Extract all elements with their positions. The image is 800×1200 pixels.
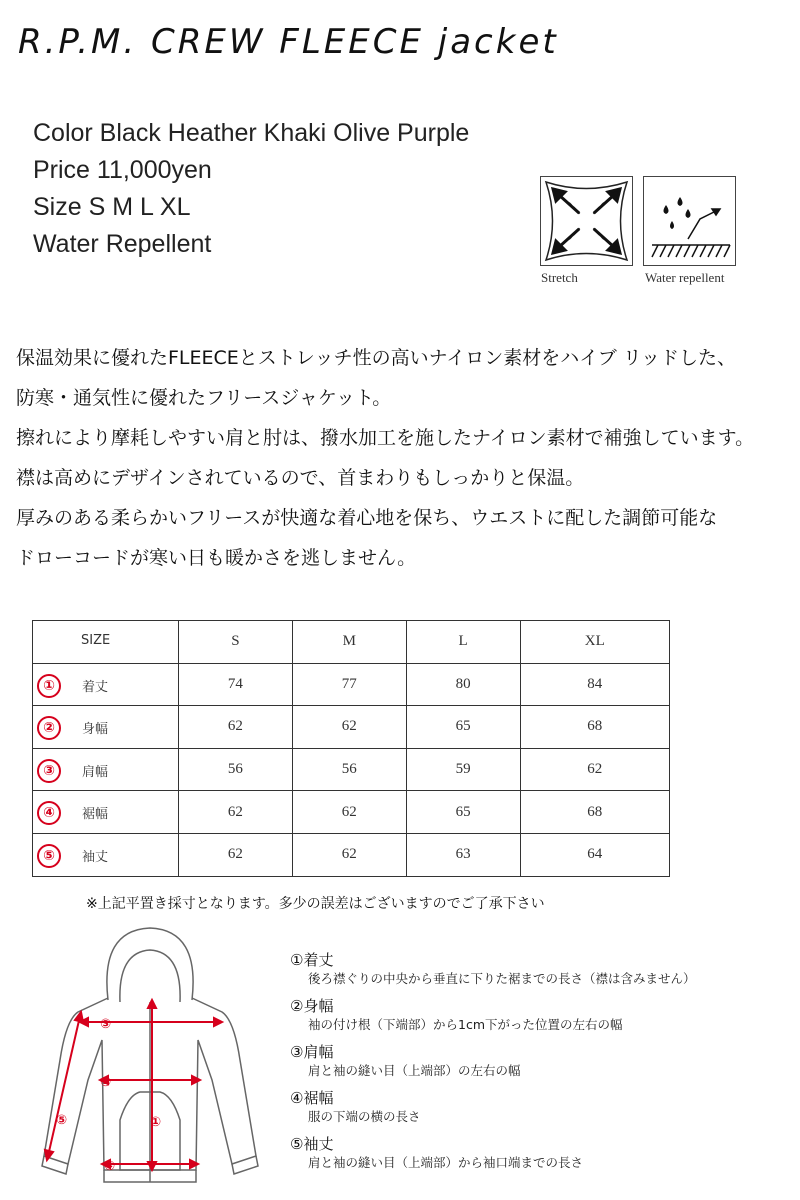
table-cell: 62: [292, 791, 406, 834]
measurement-legend: [290, 950, 696, 1180]
jacket-diagram: [30, 920, 280, 1195]
row-label: 身幅: [82, 722, 109, 738]
legend-text: 後ろ襟ぐりの中央から垂直に下りた裾までの長さ（襟は含みません）: [308, 971, 696, 986]
description-line: 防寒・通気性に優れたフリースジャケット。: [16, 387, 392, 409]
product-description: [16, 338, 796, 578]
marker-1: ①: [37, 674, 61, 698]
row-label: 裾幅: [82, 807, 109, 823]
spec-price: Price 11,000yen: [33, 156, 212, 184]
spec-size: Size S M L XL: [33, 193, 191, 221]
description-line: ドローコードが寒い日も暖かさを逃しません。: [16, 547, 417, 569]
legend-item: [290, 1088, 696, 1126]
legend-heading: ④裾幅: [290, 1089, 334, 1107]
diagram-marker-1: ①: [150, 1115, 162, 1130]
row-label: 肩幅: [82, 764, 109, 780]
table-row: [33, 706, 670, 749]
diagram-marker-4: ④: [104, 1159, 116, 1174]
table-cell: 64: [520, 833, 669, 876]
measurement-note: ※上記平置き採寸となります。多少の誤差はございますのでご了承下さい: [86, 896, 545, 912]
spec-feature: Water Repellent: [33, 230, 212, 258]
size-column-header: M: [292, 621, 406, 664]
description-line: 襟は高めにデザインされているので、首まわりもしっかりと保温。: [16, 467, 585, 489]
row-label: 着丈: [82, 679, 109, 695]
table-cell: 62: [520, 748, 669, 791]
size-column-header: S: [179, 621, 293, 664]
legend-text: 肩と袖の縫い目（上端部）の左右の幅: [308, 1063, 521, 1078]
legend-text: 肩と袖の縫い目（上端部）から袖口端までの長さ: [308, 1155, 584, 1170]
table-row: [33, 791, 670, 834]
size-table: [32, 620, 670, 877]
product-title: R.P.M. CREW FLEECE jacket: [18, 22, 559, 62]
size-column-header: XL: [520, 621, 669, 664]
description-line: 擦れにより摩耗しやすい肩と肘は、撥水加工を施したナイロン素材で補強しています。: [16, 427, 755, 449]
legend-item: [290, 1134, 696, 1172]
legend-text: 服の下端の横の長さ: [308, 1109, 421, 1124]
table-cell: 62: [292, 706, 406, 749]
legend-heading: ⑤袖丈: [290, 1135, 334, 1153]
table-cell: 56: [292, 748, 406, 791]
table-cell: 63: [406, 833, 520, 876]
size-table-header: [33, 621, 670, 664]
description-line: 保温効果に優れたFLEECEとストレッチ性の高いナイロン素材をハイブ リッドした、: [16, 347, 736, 369]
table-cell: 65: [406, 791, 520, 834]
legend-item: [290, 950, 696, 988]
table-cell: 74: [179, 663, 293, 706]
description-line: 厚みのある柔らかいフリースが快適な着心地を保ち、ウエストに配した調節可能な: [16, 507, 718, 529]
table-cell: 77: [292, 663, 406, 706]
table-row: [33, 833, 670, 876]
stretch-label: Stretch: [541, 270, 578, 285]
table-cell: 56: [179, 748, 293, 791]
legend-item: [290, 1042, 696, 1080]
legend-heading: ①着丈: [290, 951, 334, 969]
water-repellent-icon: [643, 176, 736, 266]
table-row: [33, 748, 670, 791]
marker-2: ②: [37, 716, 61, 740]
diagram-marker-3: ③: [100, 1017, 112, 1032]
water-repellent-label: Water repellent: [645, 270, 725, 285]
table-cell: 59: [406, 748, 520, 791]
marker-5: ⑤: [37, 844, 61, 868]
legend-heading: ③肩幅: [290, 1043, 334, 1061]
table-cell: 68: [520, 791, 669, 834]
stretch-icon: [540, 176, 633, 266]
size-header-label: SIZE: [33, 621, 179, 664]
table-cell: 65: [406, 706, 520, 749]
table-cell: 62: [179, 791, 293, 834]
size-column-header: L: [406, 621, 520, 664]
table-row: [33, 663, 670, 706]
table-cell: 84: [520, 663, 669, 706]
marker-3: ③: [37, 759, 61, 783]
table-cell: 62: [179, 706, 293, 749]
legend-item: [290, 996, 696, 1034]
marker-4: ④: [37, 801, 61, 825]
spec-color: Color Black Heather Khaki Olive Purple: [33, 119, 470, 147]
legend-heading: ②身幅: [290, 997, 334, 1015]
diagram-marker-5: ⑤: [56, 1113, 68, 1128]
table-cell: 62: [179, 833, 293, 876]
table-cell: 62: [292, 833, 406, 876]
table-cell: 68: [520, 706, 669, 749]
row-label: 袖丈: [82, 849, 109, 865]
legend-text: 袖の付け根（下端部）から1cm下がった位置の左右の幅: [308, 1017, 623, 1032]
diagram-marker-2: ②: [100, 1075, 112, 1090]
table-cell: 80: [406, 663, 520, 706]
product-specs: [33, 115, 469, 263]
